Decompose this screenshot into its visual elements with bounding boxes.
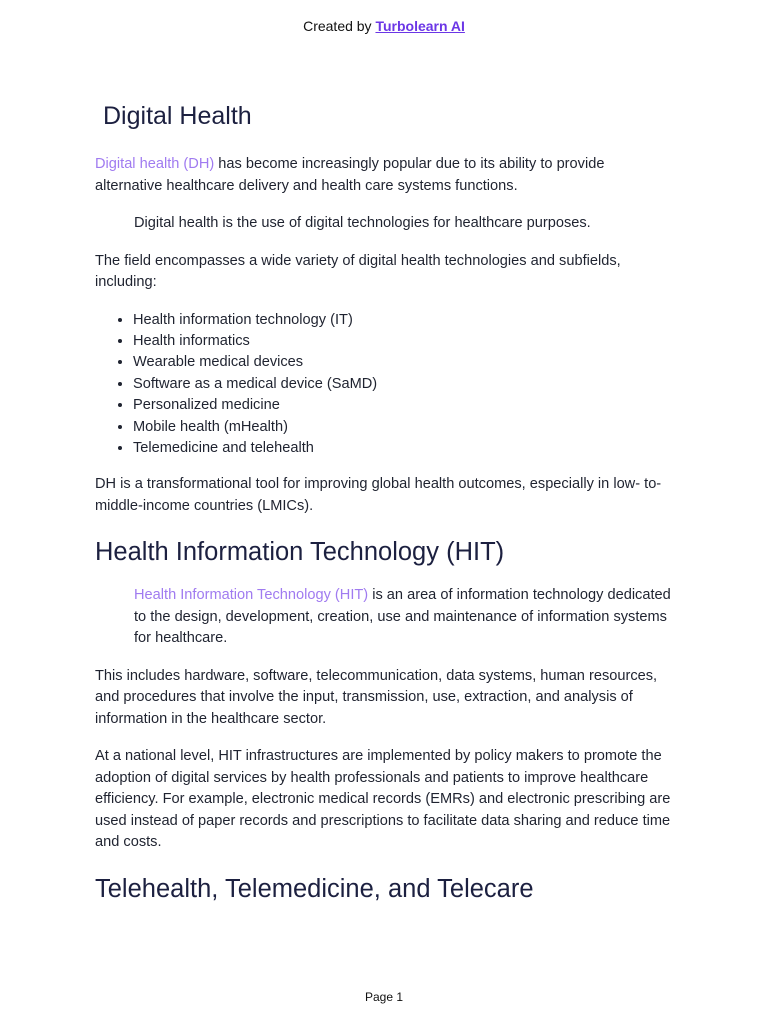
list-item: • Health information technology (IT) — [133, 310, 675, 331]
page-title: Digital Health — [103, 102, 252, 130]
dh-tool-paragraph: DH is a transformational tool for improving global health outcomes, especially in low- to-middle-income countries (LMICs). — [95, 476, 662, 514]
intro-paragraph — [95, 154, 675, 197]
hit-definition-text: is an area of information technology dedicated to the design, development, creation, use and maintenance of information systems for healthcare. — [134, 587, 671, 647]
hit-includes-paragraph: This includes hardware, software, telecommunication, data systems, human resources, and procedures that involve the input, transmission, use, extraction, and analysis of information in the healthcare sector. — [95, 667, 658, 727]
intro-text: has become increasingly popular due to its ability to provide alternative healthcare delivery and health care systems functions. — [95, 156, 605, 194]
telehealth-heading: Telehealth, Telemedicine, and Telecare — [95, 874, 534, 903]
list-item: • Mobile health (mHealth) — [133, 417, 675, 438]
turbolearn-link[interactable]: Turbolearn AI — [375, 18, 465, 34]
field-paragraph: The field encompasses a wide variety of digital health technologies and subfields, including: — [95, 252, 621, 290]
list-item: • Wearable medical devices — [133, 352, 675, 373]
hit-definition-quote — [134, 585, 675, 650]
list-item: • Telemedicine and telehealth — [133, 438, 675, 459]
list-item: • Health informatics — [133, 331, 675, 352]
page-number: Page 1 — [364, 990, 404, 1004]
created-by-label: Created by — [303, 18, 376, 34]
subfields-list — [95, 310, 675, 460]
hit-heading: Health Information Technology (HIT) — [95, 538, 505, 567]
list-item: • Personalized medicine — [133, 395, 675, 416]
document-body — [95, 96, 675, 922]
definition-quote: Digital health is the use of digital technologies for healthcare purposes. — [134, 215, 591, 231]
hit-national-paragraph: At a national level, HIT infrastructures are implemented by policy makers to promote the adoption of digital services by health professionals and patients to improve healthcare efficiency. For example, electronic medical records (EMRs) and electronic prescribing are used instead of paper records and prescriptions to facilitate data sharing and reduce time and costs. — [95, 748, 671, 851]
hit-highlight: Health Information Technology (HIT) — [134, 587, 369, 604]
list-item: • Software as a medical device (SaMD) — [133, 374, 675, 395]
page-header — [0, 18, 768, 34]
intro-highlight: Digital health (DH) — [95, 156, 215, 172]
